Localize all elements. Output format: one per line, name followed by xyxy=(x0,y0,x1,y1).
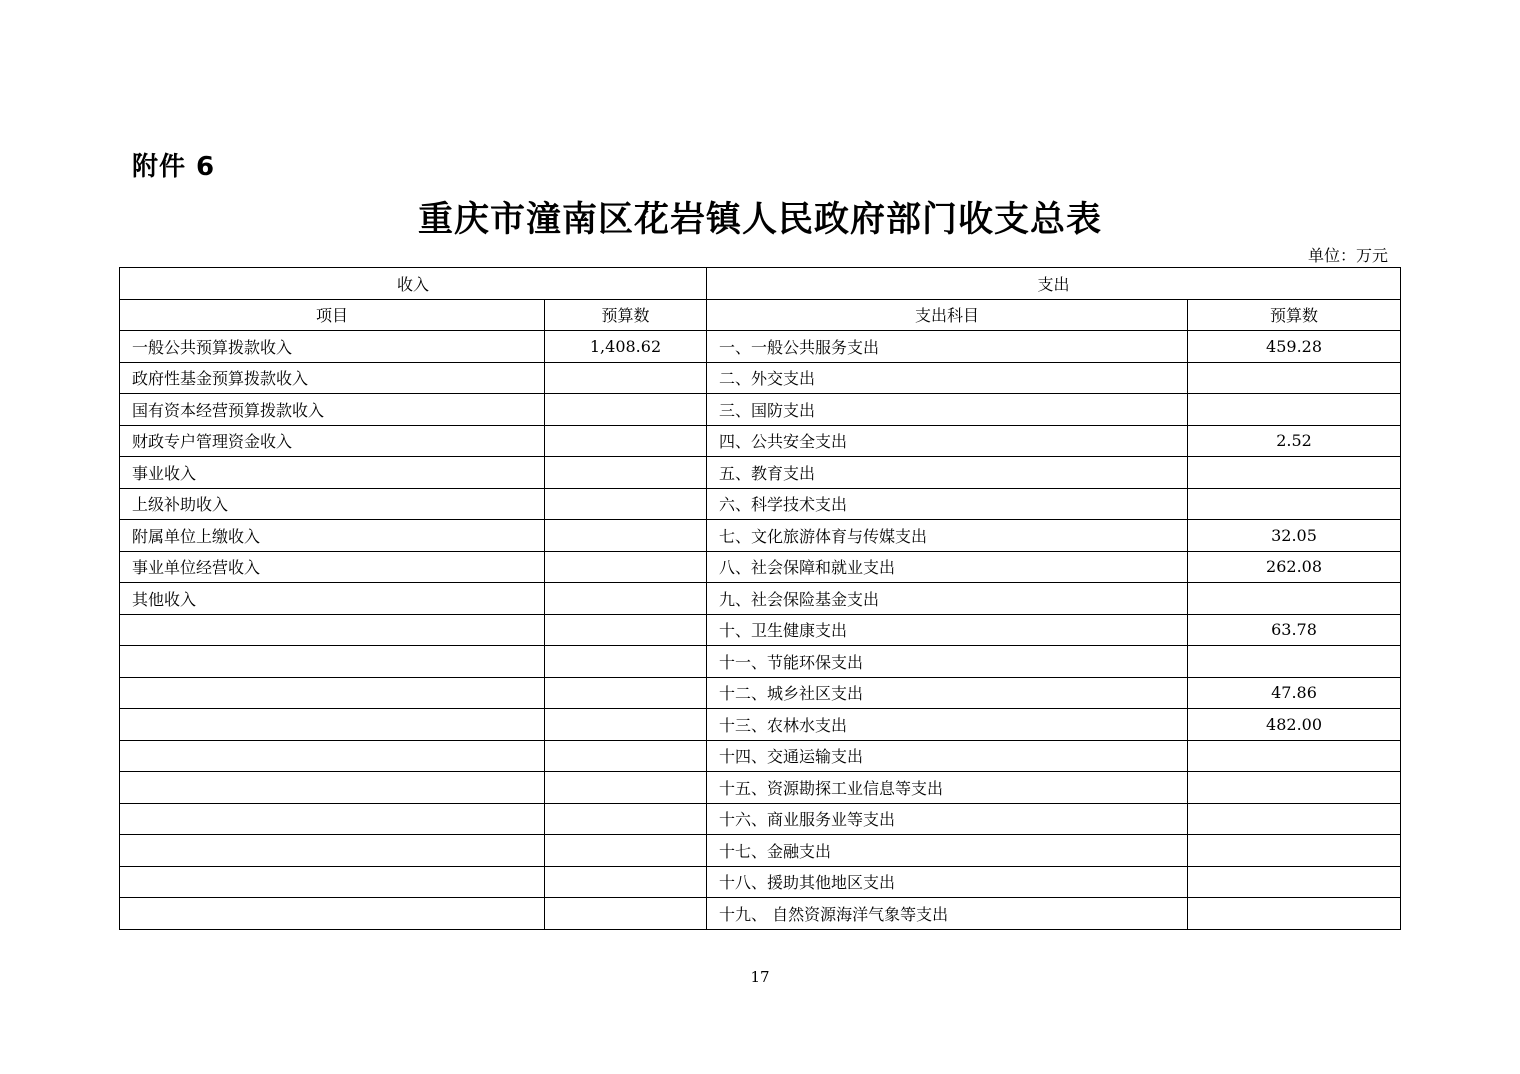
income-item-cell xyxy=(120,614,545,646)
income-amount-cell xyxy=(545,457,707,489)
expense-item-cell: 六、科学技术支出 xyxy=(707,488,1188,520)
income-item-cell: 上级补助收入 xyxy=(120,488,545,520)
expense-amount-cell xyxy=(1188,457,1401,489)
income-amount-cell xyxy=(545,394,707,426)
income-budget-header: 预算数 xyxy=(545,299,707,331)
income-item-cell: 国有资本经营预算拨款收入 xyxy=(120,394,545,426)
income-amount-cell xyxy=(545,614,707,646)
table-row xyxy=(120,362,1401,394)
table-row xyxy=(120,488,1401,520)
table-row xyxy=(120,331,1401,363)
table-row xyxy=(120,614,1401,646)
column-header-row xyxy=(120,299,1401,331)
expense-item-cell: 十三、农林水支出 xyxy=(707,709,1188,741)
table-row xyxy=(120,709,1401,741)
expense-item-cell: 七、文化旅游体育与传媒支出 xyxy=(707,520,1188,552)
page-number: 17 xyxy=(750,968,770,986)
expense-item-cell: 十五、资源勘探工业信息等支出 xyxy=(707,772,1188,804)
income-amount-cell xyxy=(545,803,707,835)
table-body xyxy=(120,331,1401,930)
budget-table xyxy=(119,267,1401,930)
expense-amount-cell xyxy=(1188,362,1401,394)
table-row xyxy=(120,772,1401,804)
expense-amount-cell: 482.00 xyxy=(1188,709,1401,741)
expense-amount-cell: 32.05 xyxy=(1188,520,1401,552)
expense-item-cell: 四、公共安全支出 xyxy=(707,425,1188,457)
income-item-cell xyxy=(120,709,545,741)
income-item-cell: 其他收入 xyxy=(120,583,545,615)
table-row xyxy=(120,866,1401,898)
income-item-header: 项目 xyxy=(120,299,545,331)
expense-amount-cell: 47.86 xyxy=(1188,677,1401,709)
expense-amount-cell xyxy=(1188,866,1401,898)
income-amount-cell xyxy=(545,583,707,615)
income-item-cell xyxy=(120,677,545,709)
attachment-label: 附件 6 xyxy=(132,152,216,182)
expense-item-cell: 十、卫生健康支出 xyxy=(707,614,1188,646)
income-item-cell xyxy=(120,866,545,898)
expense-amount-cell xyxy=(1188,772,1401,804)
expense-item-cell: 十一、节能环保支出 xyxy=(707,646,1188,678)
expense-item-cell: 二、外交支出 xyxy=(707,362,1188,394)
income-item-cell xyxy=(120,740,545,772)
income-item-cell: 一般公共预算拨款收入 xyxy=(120,331,545,363)
income-item-cell: 附属单位上缴收入 xyxy=(120,520,545,552)
table-row xyxy=(120,646,1401,678)
table-row xyxy=(120,394,1401,426)
income-amount-cell xyxy=(545,551,707,583)
income-amount-cell xyxy=(545,646,707,678)
table-row xyxy=(120,835,1401,867)
income-amount-cell xyxy=(545,488,707,520)
expense-item-cell: 三、国防支出 xyxy=(707,394,1188,426)
income-item-cell: 政府性基金预算拨款收入 xyxy=(120,362,545,394)
income-amount-cell xyxy=(545,740,707,772)
expense-item-cell: 一、一般公共服务支出 xyxy=(707,331,1188,363)
income-item-cell xyxy=(120,803,545,835)
income-amount-cell xyxy=(545,520,707,552)
income-amount-cell xyxy=(545,835,707,867)
table-row xyxy=(120,520,1401,552)
income-amount-cell xyxy=(545,866,707,898)
income-item-cell: 事业单位经营收入 xyxy=(120,551,545,583)
expense-amount-cell xyxy=(1188,394,1401,426)
table-row xyxy=(120,803,1401,835)
expense-item-cell: 九、社会保险基金支出 xyxy=(707,583,1188,615)
income-item-cell xyxy=(120,898,545,930)
expense-amount-cell xyxy=(1188,803,1401,835)
income-item-cell: 事业收入 xyxy=(120,457,545,489)
expense-item-cell: 十七、金融支出 xyxy=(707,835,1188,867)
expense-header: 支出 xyxy=(707,268,1401,300)
expense-amount-cell xyxy=(1188,646,1401,678)
section-header-row xyxy=(120,268,1401,300)
income-amount-cell xyxy=(545,425,707,457)
expense-item-cell: 十四、交通运输支出 xyxy=(707,740,1188,772)
expense-amount-cell xyxy=(1188,583,1401,615)
expense-amount-cell xyxy=(1188,835,1401,867)
income-amount-cell: 1,408.62 xyxy=(545,331,707,363)
table-row xyxy=(120,551,1401,583)
unit-label: 单位：万元 xyxy=(1307,246,1388,265)
expense-item-cell: 十九、 自然资源海洋气象等支出 xyxy=(707,898,1188,930)
income-amount-cell xyxy=(545,709,707,741)
expense-amount-cell xyxy=(1188,488,1401,520)
expense-amount-cell: 262.08 xyxy=(1188,551,1401,583)
income-amount-cell xyxy=(545,772,707,804)
table-row xyxy=(120,457,1401,489)
expense-item-cell: 十六、商业服务业等支出 xyxy=(707,803,1188,835)
expense-item-header: 支出科目 xyxy=(707,299,1188,331)
income-amount-cell xyxy=(545,677,707,709)
expense-amount-cell xyxy=(1188,740,1401,772)
income-header: 收入 xyxy=(120,268,707,300)
table-row xyxy=(120,677,1401,709)
expense-item-cell: 八、社会保障和就业支出 xyxy=(707,551,1188,583)
expense-item-cell: 十八、援助其他地区支出 xyxy=(707,866,1188,898)
expense-amount-cell: 63.78 xyxy=(1188,614,1401,646)
income-amount-cell xyxy=(545,362,707,394)
table-row xyxy=(120,898,1401,930)
income-item-cell: 财政专户管理资金收入 xyxy=(120,425,545,457)
expense-item-cell: 十二、城乡社区支出 xyxy=(707,677,1188,709)
table-row xyxy=(120,425,1401,457)
income-item-cell xyxy=(120,646,545,678)
income-item-cell xyxy=(120,835,545,867)
expense-item-cell: 五、教育支出 xyxy=(707,457,1188,489)
income-amount-cell xyxy=(545,898,707,930)
expense-amount-cell: 459.28 xyxy=(1188,331,1401,363)
expense-budget-header: 预算数 xyxy=(1188,299,1401,331)
table-row xyxy=(120,583,1401,615)
table-row xyxy=(120,740,1401,772)
expense-amount-cell xyxy=(1188,898,1401,930)
income-item-cell xyxy=(120,772,545,804)
page-title: 重庆市潼南区花岩镇人民政府部门收支总表 xyxy=(417,199,1102,240)
expense-amount-cell: 2.52 xyxy=(1188,425,1401,457)
